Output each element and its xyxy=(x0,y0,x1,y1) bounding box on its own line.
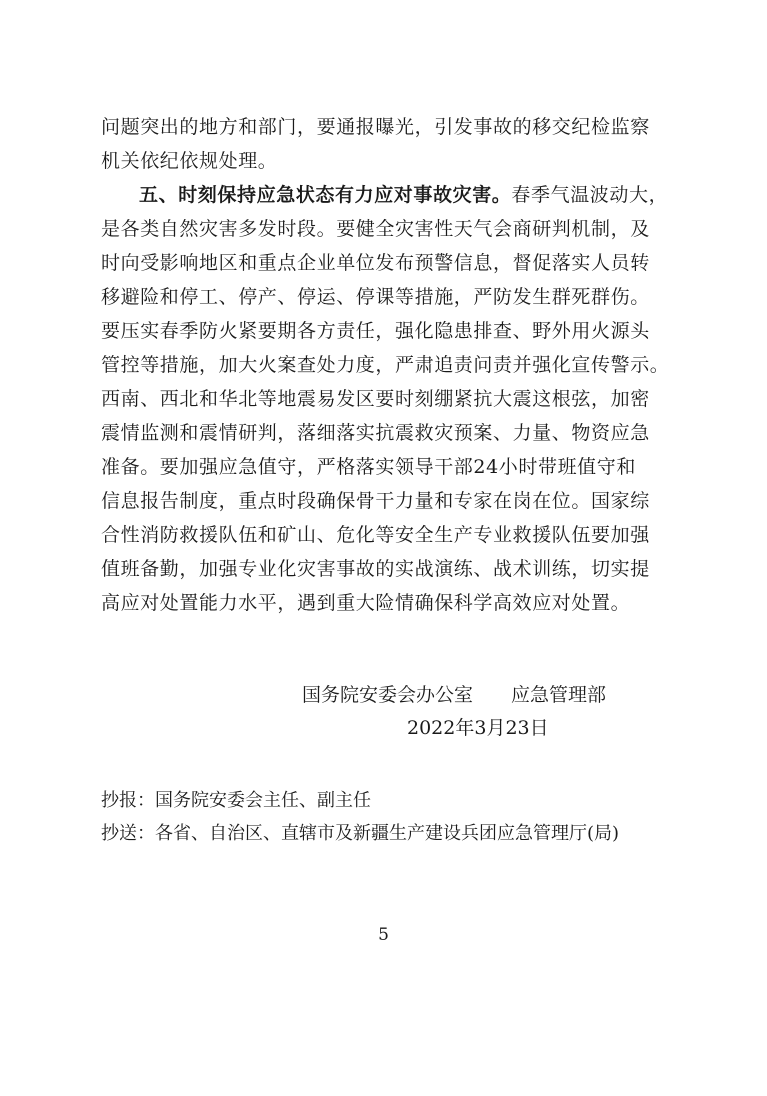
body-line-7: 要压实春季防火紧要期各方责任，强化隐患排查、野外用火源头 xyxy=(101,320,650,342)
page-number: 5 xyxy=(378,925,389,945)
body-line-10: 震情监测和震情研判，落细落实抗震救灾预案、力量、物资应急 xyxy=(101,422,650,444)
cc-send-recipients: 各省、自治区、直辖市及新疆生产建设兵团应急管理厅(局) xyxy=(155,823,620,844)
cc-send-line xyxy=(101,822,619,846)
body-line-1: 问题突出的地方和部门，要通报曝光，引发事故的移交纪检监察 xyxy=(101,116,650,138)
cc-send-label: 抄送： xyxy=(101,823,155,844)
body-line-12: 信息报告制度，重点时段确保骨干力量和专家在岗在位。国家综 xyxy=(101,490,650,512)
body-line-8: 管控等措施，加大火案查处力度，严肃追责问责并强化宣传警示。 xyxy=(101,354,670,376)
cc-report-recipients: 国务院安委会主任、副主任 xyxy=(155,790,371,811)
section-heading-rest: 春季气温波动大， xyxy=(511,184,669,206)
body-line-6: 移避险和停工、停产、停运、停课等措施，严防发生群死群伤。 xyxy=(101,286,650,308)
cc-report-line xyxy=(101,789,371,813)
body-line-15: 高应对处置能力水平，遇到重大险情确保科学高效应对处置。 xyxy=(101,592,631,614)
cc-report-label: 抄报： xyxy=(101,790,155,811)
body-line-5: 时向受影响地区和重点企业单位发布预警信息，督促落实人员转 xyxy=(101,252,650,274)
issue-date: 2022年3月23日 xyxy=(407,717,549,739)
body-line-11: 准备。要加强应急值守，严格落实领导干部24小时带班值守和 xyxy=(101,456,636,478)
section-five-line xyxy=(139,183,668,207)
section-heading: 五、时刻保持应急状态有力应对事故灾害。 xyxy=(139,184,512,206)
body-line-14: 值班备勤，加强专业化灾害事故的实战演练、战术训练，切实提 xyxy=(101,558,650,580)
body-line-9: 西南、西北和华北等地震易发区要时刻绷紧抗大震这根弦，加密 xyxy=(101,388,650,410)
issuing-authorities: 国务院安委会办公室 应急管理部 xyxy=(302,684,607,706)
body-line-13: 合性消防救援队伍和矿山、危化等安全生产专业救援队伍要加强 xyxy=(101,524,650,546)
body-line-2: 机关依纪依规处理。 xyxy=(101,150,278,172)
body-line-4: 是各类自然灾害多发时段。要健全灾害性天气会商研判机制，及 xyxy=(101,218,650,240)
